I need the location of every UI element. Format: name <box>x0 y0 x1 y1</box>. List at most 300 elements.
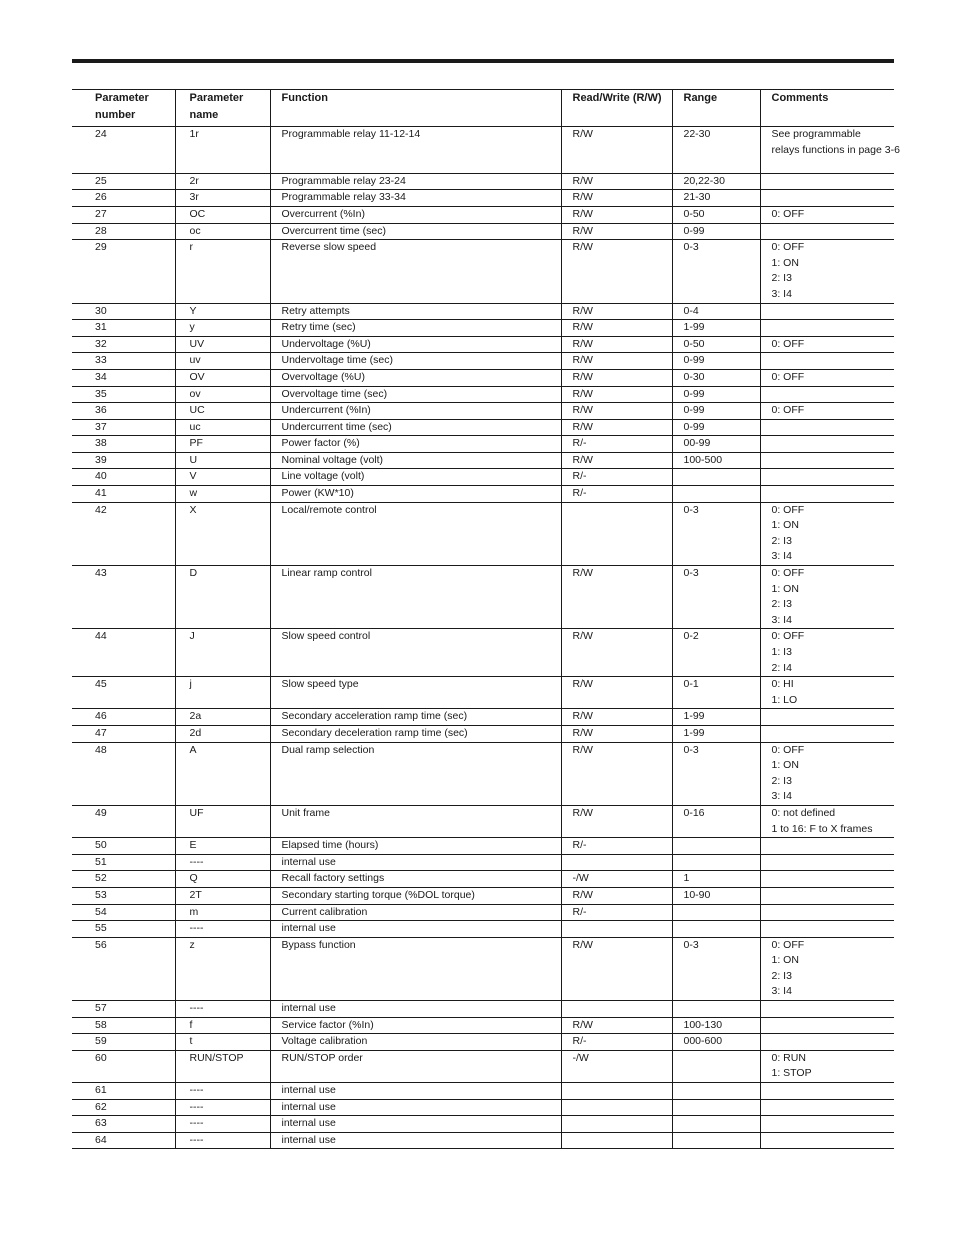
parameter-name: ---- <box>175 854 270 871</box>
parameter-range: 0-99 <box>672 386 760 403</box>
parameter-range: 0-2 <box>672 629 760 677</box>
parameter-number: 37 <box>72 419 175 436</box>
parameter-name: V <box>175 469 270 486</box>
parameter-range: 1-99 <box>672 725 760 742</box>
parameter-number: 42 <box>72 502 175 565</box>
parameter-comments <box>760 452 894 469</box>
comment-line: 1: ON <box>771 954 799 967</box>
parameter-name: UC <box>175 403 270 420</box>
parameter-range: 0-99 <box>672 403 760 420</box>
parameter-comments <box>760 725 894 742</box>
comment-line: 3: I4 <box>771 287 792 300</box>
parameter-comments <box>760 709 894 726</box>
parameter-name: UV <box>175 336 270 353</box>
parameter-read-write: R/W <box>561 1017 672 1034</box>
parameter-read-write: R/W <box>561 206 672 223</box>
parameter-name: A <box>175 742 270 805</box>
parameter-name: 1r <box>175 127 270 174</box>
parameter-name: OV <box>175 369 270 386</box>
table-row <box>72 303 894 320</box>
parameter-name: r <box>175 240 270 303</box>
parameter-function: Recall factory settings <box>270 871 561 888</box>
table-row <box>72 1034 894 1051</box>
parameter-function: Voltage calibration <box>270 1034 561 1051</box>
parameter-name: y <box>175 320 270 337</box>
parameter-function: Slow speed control <box>270 629 561 677</box>
parameter-comments <box>760 677 894 709</box>
parameter-function: Programmable relay 11-12-14 <box>270 127 561 174</box>
parameter-number: 34 <box>72 369 175 386</box>
parameter-read-write <box>561 1001 672 1018</box>
parameter-number: 32 <box>72 336 175 353</box>
parameter-function: Power factor (%) <box>270 436 561 453</box>
parameter-number: 24 <box>72 127 175 174</box>
comment-line: 2: I4 <box>771 661 792 674</box>
table-row <box>72 1132 894 1149</box>
parameter-read-write: R/W <box>561 709 672 726</box>
comment-line: 0: OFF <box>771 743 805 756</box>
parameter-name: ---- <box>175 921 270 938</box>
parameter-range: 000-600 <box>672 1034 760 1051</box>
parameter-function: internal use <box>270 1083 561 1100</box>
parameter-number: 58 <box>72 1017 175 1034</box>
parameter-number: 56 <box>72 937 175 1000</box>
parameter-table <box>72 89 900 1149</box>
parameter-comments <box>760 502 894 565</box>
parameter-function: Programmable relay 33-34 <box>270 190 561 207</box>
parameter-range: 20,22-30 <box>672 173 760 190</box>
parameter-name: ---- <box>175 1132 270 1149</box>
parameter-comments <box>760 486 894 503</box>
parameter-function: internal use <box>270 921 561 938</box>
header-parameter-number: Parameter number <box>72 90 175 127</box>
comment-line: 1: ON <box>771 256 799 269</box>
parameter-comments <box>760 127 900 174</box>
parameter-range: 10-90 <box>672 887 760 904</box>
parameter-read-write <box>561 1132 672 1149</box>
parameter-name: D <box>175 566 270 629</box>
table-row <box>72 1099 894 1116</box>
parameter-comments <box>760 1116 894 1133</box>
comment-line: 1: ON <box>771 582 799 595</box>
table-row <box>72 469 894 486</box>
parameter-function: Line voltage (volt) <box>270 469 561 486</box>
comment-line: 2: I3 <box>771 774 792 787</box>
parameter-function: internal use <box>270 1099 561 1116</box>
parameter-number: 47 <box>72 725 175 742</box>
table-header <box>72 90 894 127</box>
parameter-comments <box>760 206 894 223</box>
parameter-name: z <box>175 937 270 1000</box>
table-row <box>72 566 894 629</box>
comment-line: 3: I4 <box>771 790 792 803</box>
comment-line: 0: OFF <box>771 567 805 580</box>
table-row <box>72 403 894 420</box>
parameter-name: Y <box>175 303 270 320</box>
parameter-function: Service factor (%In) <box>270 1017 561 1034</box>
parameter-range <box>672 838 760 855</box>
comment-line: 0: HI <box>771 678 794 691</box>
table-row <box>72 904 894 921</box>
parameter-read-write: R/W <box>561 173 672 190</box>
parameter-comments <box>760 469 894 486</box>
parameter-function: Dual ramp selection <box>270 742 561 805</box>
parameter-range <box>672 1116 760 1133</box>
parameter-range: 21-30 <box>672 190 760 207</box>
parameter-comments <box>760 742 894 805</box>
comment-line: 1: ON <box>771 759 799 772</box>
parameter-function: Programmable relay 23-24 <box>270 173 561 190</box>
parameter-function: Secondary acceleration ramp time (sec) <box>270 709 561 726</box>
parameter-range: 0-3 <box>672 937 760 1000</box>
parameter-comments <box>760 1132 894 1149</box>
parameter-read-write: R/W <box>561 369 672 386</box>
comment-line: 0: OFF <box>771 241 805 254</box>
parameter-function: Overvoltage time (sec) <box>270 386 561 403</box>
parameter-read-write: R/W <box>561 240 672 303</box>
comment-line: 2: I3 <box>771 534 792 547</box>
parameter-range: 100-500 <box>672 452 760 469</box>
parameter-read-write: R/W <box>561 566 672 629</box>
table-row <box>72 921 894 938</box>
parameter-comments <box>760 386 894 403</box>
parameter-read-write: R/W <box>561 303 672 320</box>
parameter-function: Unit frame <box>270 805 561 837</box>
parameter-range: 0-50 <box>672 336 760 353</box>
parameter-range: 0-1 <box>672 677 760 709</box>
parameter-number: 25 <box>72 173 175 190</box>
parameter-range: 0-99 <box>672 223 760 240</box>
parameter-comments <box>760 937 894 1000</box>
table-row <box>72 725 894 742</box>
parameter-read-write: R/W <box>561 320 672 337</box>
table-row <box>72 629 894 677</box>
comment-line: 3: I4 <box>771 613 792 626</box>
parameter-read-write: -/W <box>561 1050 672 1082</box>
parameter-read-write: R/W <box>561 419 672 436</box>
parameter-range: 0-3 <box>672 742 760 805</box>
parameter-read-write: R/W <box>561 223 672 240</box>
parameter-number: 50 <box>72 838 175 855</box>
parameter-range <box>672 1132 760 1149</box>
parameter-number: 59 <box>72 1034 175 1051</box>
parameter-comments <box>760 805 894 837</box>
table-body <box>72 127 900 1149</box>
parameter-function: Reverse slow speed <box>270 240 561 303</box>
parameter-range <box>672 854 760 871</box>
parameter-comments <box>760 854 894 871</box>
parameter-read-write: R/W <box>561 725 672 742</box>
parameter-name: f <box>175 1017 270 1034</box>
parameter-comments <box>760 629 894 677</box>
parameter-number: 48 <box>72 742 175 805</box>
parameter-name: 3r <box>175 190 270 207</box>
parameter-number: 52 <box>72 871 175 888</box>
parameter-range: 00-99 <box>672 436 760 453</box>
table-row <box>72 173 894 190</box>
comment-line: 0: OFF <box>771 630 805 643</box>
table-row <box>72 937 894 1000</box>
parameter-read-write: R/W <box>561 452 672 469</box>
parameter-range: 1 <box>672 871 760 888</box>
parameter-range: 0-4 <box>672 303 760 320</box>
table-row <box>72 502 894 565</box>
comment-line: 3: I4 <box>771 550 792 563</box>
parameter-range: 100-130 <box>672 1017 760 1034</box>
parameter-number: 26 <box>72 190 175 207</box>
parameter-function: RUN/STOP order <box>270 1050 561 1082</box>
table-row <box>72 887 894 904</box>
parameter-function: internal use <box>270 1132 561 1149</box>
comment-line: See programmable <box>771 128 861 140</box>
parameter-range: 0-30 <box>672 369 760 386</box>
parameter-range: 1-99 <box>672 709 760 726</box>
parameter-name: oc <box>175 223 270 240</box>
parameter-name: OC <box>175 206 270 223</box>
parameter-number: 30 <box>72 303 175 320</box>
parameter-name: 2r <box>175 173 270 190</box>
comment-line: 2: I3 <box>771 969 792 982</box>
comment-line: 0: RUN <box>771 1051 806 1064</box>
top-rule <box>72 59 894 63</box>
parameter-number: 29 <box>72 240 175 303</box>
parameter-function: Power (KW*10) <box>270 486 561 503</box>
parameter-comments <box>760 838 894 855</box>
parameter-number: 55 <box>72 921 175 938</box>
comment-line: 1 to 16: F to X frames <box>771 822 873 835</box>
parameter-function: Overvoltage (%U) <box>270 369 561 386</box>
parameter-name: ov <box>175 386 270 403</box>
parameter-comments <box>760 566 894 629</box>
parameter-number: 28 <box>72 223 175 240</box>
parameter-range: 0-50 <box>672 206 760 223</box>
parameter-range <box>672 1099 760 1116</box>
parameter-read-write: R/W <box>561 336 672 353</box>
comment-line: 1: I3 <box>771 646 792 659</box>
parameter-range <box>672 486 760 503</box>
parameter-range: 0-3 <box>672 502 760 565</box>
parameter-range: 0-99 <box>672 419 760 436</box>
parameter-function: internal use <box>270 1116 561 1133</box>
parameter-comments <box>760 223 894 240</box>
parameter-number: 62 <box>72 1099 175 1116</box>
comment-line: relays functions in page 3-6 <box>771 143 900 156</box>
table-row <box>72 190 894 207</box>
parameter-comments <box>760 436 894 453</box>
table-row <box>72 854 894 871</box>
parameter-comments <box>760 1050 894 1082</box>
comment-line: 2: I3 <box>771 598 792 611</box>
parameter-function: internal use <box>270 854 561 871</box>
parameter-function: Slow speed type <box>270 677 561 709</box>
parameter-number: 33 <box>72 353 175 370</box>
parameter-comments <box>760 1099 894 1116</box>
parameter-name: m <box>175 904 270 921</box>
table-row <box>72 805 894 837</box>
parameter-number: 53 <box>72 887 175 904</box>
parameter-read-write: R/W <box>561 403 672 420</box>
parameter-read-write: R/- <box>561 838 672 855</box>
parameter-number: 54 <box>72 904 175 921</box>
parameter-read-write <box>561 921 672 938</box>
parameter-number: 35 <box>72 386 175 403</box>
parameter-comments <box>760 887 894 904</box>
parameter-name: j <box>175 677 270 709</box>
table-row <box>72 452 894 469</box>
parameter-name: 2a <box>175 709 270 726</box>
comment-line: 0: OFF <box>771 207 805 220</box>
parameter-range <box>672 904 760 921</box>
parameter-function: Overcurrent time (sec) <box>270 223 561 240</box>
parameter-comments <box>760 240 894 303</box>
table-row <box>72 436 894 453</box>
parameter-range <box>672 1050 760 1082</box>
parameter-range <box>672 921 760 938</box>
parameter-name: Q <box>175 871 270 888</box>
parameter-function: Local/remote control <box>270 502 561 565</box>
parameter-range <box>672 1001 760 1018</box>
parameter-comments <box>760 353 894 370</box>
parameter-range: 0-3 <box>672 240 760 303</box>
table-row <box>72 742 894 805</box>
comment-line: 0: not defined <box>771 806 836 819</box>
parameter-read-write: R/W <box>561 887 672 904</box>
parameter-name: U <box>175 452 270 469</box>
parameter-number: 36 <box>72 403 175 420</box>
table-row <box>72 127 894 174</box>
header-read-write: Read/Write (R/W) <box>561 90 672 127</box>
parameter-name: uv <box>175 353 270 370</box>
parameter-name: 2T <box>175 887 270 904</box>
parameter-number: 60 <box>72 1050 175 1082</box>
parameter-range: 0-16 <box>672 805 760 837</box>
comment-line: 1: STOP <box>771 1067 812 1080</box>
comment-line: 0: OFF <box>771 337 805 350</box>
parameter-name: PF <box>175 436 270 453</box>
parameter-read-write: R/- <box>561 436 672 453</box>
parameter-function: Secondary deceleration ramp time (sec) <box>270 725 561 742</box>
table-row <box>72 486 894 503</box>
parameter-read-write: R/- <box>561 1034 672 1051</box>
parameter-number: 27 <box>72 206 175 223</box>
parameter-comments <box>760 336 894 353</box>
table-row <box>72 677 894 709</box>
parameter-name: t <box>175 1034 270 1051</box>
parameter-function: Elapsed time (hours) <box>270 838 561 855</box>
table-row <box>72 206 894 223</box>
parameter-number: 31 <box>72 320 175 337</box>
parameter-read-write: R/- <box>561 469 672 486</box>
parameter-comments <box>760 871 894 888</box>
parameter-function: Undercurrent time (sec) <box>270 419 561 436</box>
table-row <box>72 1083 894 1100</box>
comment-line: 1: LO <box>771 693 798 706</box>
table-row <box>72 709 894 726</box>
parameter-read-write: R/W <box>561 127 672 174</box>
parameter-read-write: R/W <box>561 677 672 709</box>
parameter-range: 22-30 <box>672 127 760 174</box>
parameter-number: 40 <box>72 469 175 486</box>
parameter-read-write <box>561 1083 672 1100</box>
parameter-read-write <box>561 502 672 565</box>
parameter-range: 1-99 <box>672 320 760 337</box>
parameter-function: Undercurrent (%In) <box>270 403 561 420</box>
parameter-range <box>672 469 760 486</box>
table-row <box>72 1116 894 1133</box>
parameter-number: 39 <box>72 452 175 469</box>
parameter-name: 2d <box>175 725 270 742</box>
parameter-read-write: R/W <box>561 937 672 1000</box>
parameter-name: uc <box>175 419 270 436</box>
parameter-number: 63 <box>72 1116 175 1133</box>
comment-line: 3: I4 <box>771 985 792 998</box>
header-row <box>72 90 894 127</box>
parameter-name: RUN/STOP <box>175 1050 270 1082</box>
parameter-read-write: R/W <box>561 805 672 837</box>
comment-line: 0: OFF <box>771 938 805 951</box>
parameter-comments <box>760 303 894 320</box>
parameter-function: Linear ramp control <box>270 566 561 629</box>
parameter-range: 0-3 <box>672 566 760 629</box>
parameter-comments <box>760 320 894 337</box>
parameter-function: Retry time (sec) <box>270 320 561 337</box>
parameter-function: Undervoltage (%U) <box>270 336 561 353</box>
table-row <box>72 353 894 370</box>
comment-line: 1: ON <box>771 519 799 532</box>
parameter-number: 45 <box>72 677 175 709</box>
parameter-name: ---- <box>175 1083 270 1100</box>
parameter-comments <box>760 190 894 207</box>
parameter-function: Current calibration <box>270 904 561 921</box>
comment-line: 0: OFF <box>771 503 805 516</box>
parameter-function: Nominal voltage (volt) <box>270 452 561 469</box>
parameter-read-write: R/W <box>561 742 672 805</box>
parameter-number: 38 <box>72 436 175 453</box>
comment-line: 2: I3 <box>771 272 792 285</box>
table-row <box>72 223 894 240</box>
parameter-comments <box>760 1017 894 1034</box>
parameter-number: 57 <box>72 1001 175 1018</box>
parameter-read-write: R/W <box>561 190 672 207</box>
parameter-comments <box>760 403 894 420</box>
parameter-number: 61 <box>72 1083 175 1100</box>
parameter-read-write: R/W <box>561 353 672 370</box>
parameter-read-write: R/- <box>561 904 672 921</box>
table-row <box>72 419 894 436</box>
parameter-read-write <box>561 854 672 871</box>
parameter-number: 41 <box>72 486 175 503</box>
parameter-comments <box>760 1083 894 1100</box>
parameter-name: w <box>175 486 270 503</box>
parameter-number: 51 <box>72 854 175 871</box>
parameter-read-write: R/- <box>561 486 672 503</box>
parameter-name: E <box>175 838 270 855</box>
parameter-range <box>672 1083 760 1100</box>
parameter-number: 64 <box>72 1132 175 1149</box>
parameter-number: 43 <box>72 566 175 629</box>
parameter-read-write: R/W <box>561 386 672 403</box>
table-row <box>72 1017 894 1034</box>
parameter-function: Overcurrent (%In) <box>270 206 561 223</box>
parameter-comments <box>760 921 894 938</box>
parameter-read-write <box>561 1099 672 1116</box>
parameter-name: UF <box>175 805 270 837</box>
parameter-name: ---- <box>175 1116 270 1133</box>
table-row <box>72 871 894 888</box>
parameter-comments <box>760 1034 894 1051</box>
table-row <box>72 838 894 855</box>
header-range: Range <box>672 90 760 127</box>
